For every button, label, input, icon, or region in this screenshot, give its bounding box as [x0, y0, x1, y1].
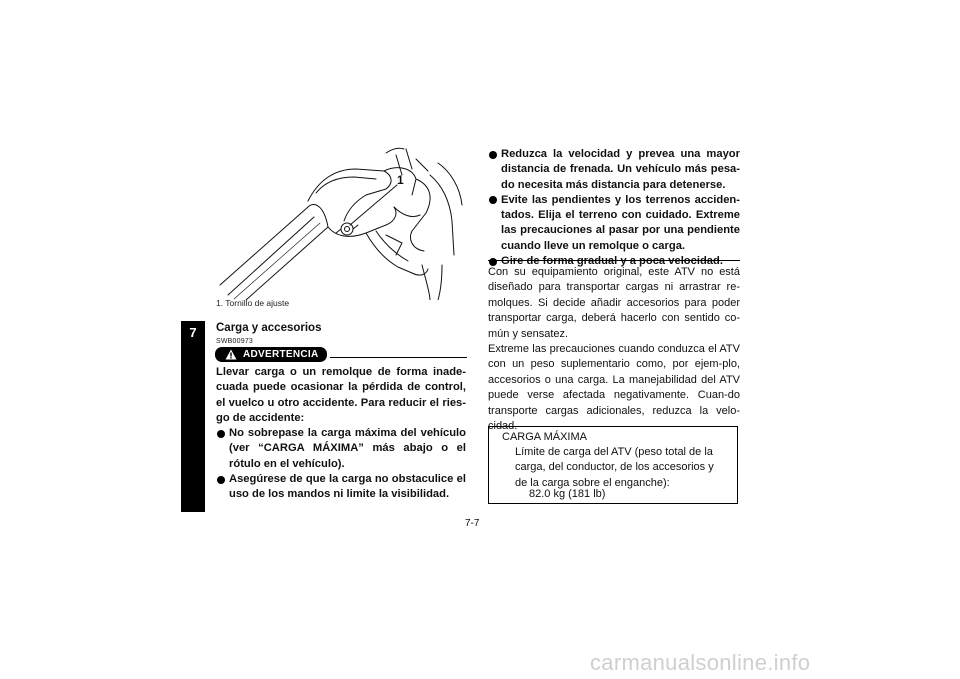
- warning-bullet: Reduzca la velocidad y prevea una mayor distancia de frenada. Un vehículo más pesa-do necesita más distancia para detenerse.: [488, 147, 740, 193]
- handlebar-illustration: [216, 135, 467, 300]
- document-code: SWB00973: [216, 338, 254, 345]
- warning-badge: [215, 347, 327, 362]
- warning-end-rule: [488, 260, 740, 261]
- page-number: 7-7: [465, 518, 480, 529]
- warning-bullet: Asegúrese de que la carga no obstaculice el uso de los mandos ni limite la visibilidad.: [216, 472, 466, 503]
- bullet-icon: [217, 476, 225, 484]
- chapter-number: 7: [189, 325, 197, 340]
- section-title: Carga y accesorios: [216, 322, 322, 334]
- warning-rule: [330, 357, 467, 358]
- warning-bullet: Evite las pendientes y los terrenos acciden-tados. Elija el terreno con cuidado. Extreme las precauciones al pasar por una pendiente cuando lleve un remolque o carga.: [488, 193, 740, 254]
- warning-bullet: No sobrepase la carga máxima del vehículo (ver “CARGA MÁXIMA” más abajo o el rótulo en el vehículo).: [216, 426, 466, 472]
- warning-intro: Llevar carga o un remolque de forma inade-cuada puede ocasionar la pérdida de control, el vuelco u otro accidente. Para reducir el ries-go de accidente:: [216, 366, 466, 424]
- bullet-icon: [217, 430, 225, 438]
- body-paragraph: Extreme las precauciones cuando conduzca el ATV con un peso suplementario como, por ejem-plo, accesorios o una carga. La manejabilidad del ATV puede verse afectada negativamente. Cuan-do transporte cargas adicionales, reduzca la velo-cidad.: [488, 343, 740, 433]
- bullet-icon: [489, 151, 497, 159]
- max-load-title: CARGA MÁXIMA: [502, 431, 587, 443]
- warning-text-continued: [488, 147, 740, 269]
- bullet-icon: [489, 196, 497, 204]
- watermark: carmanualsonline.info: [590, 650, 811, 675]
- body-paragraph: Con su equipamiento original, este ATV no está diseñado para transportar cargas ni arrastrar re-molques. Si decide añadir accesorios para poder transportar carga, deberá hacerlo con sentido co-mún y sensatez.: [488, 266, 740, 340]
- figure-callout: 1: [397, 173, 404, 187]
- figure-caption: 1. Tornillo de ajuste: [216, 298, 290, 308]
- body-text: [488, 265, 740, 434]
- max-load-description: Límite de carga del ATV (peso total de la carga, del conductor, de los accesorios y de la carga sobre el enganche):: [515, 446, 714, 489]
- warning-label: ADVERTENCIA: [243, 348, 319, 360]
- warning-icon: [225, 349, 237, 360]
- chapter-tab: [181, 321, 205, 512]
- max-load-box: [488, 426, 738, 504]
- warning-text: [216, 365, 466, 503]
- max-load-value: 82.0 kg (181 lb): [529, 488, 606, 500]
